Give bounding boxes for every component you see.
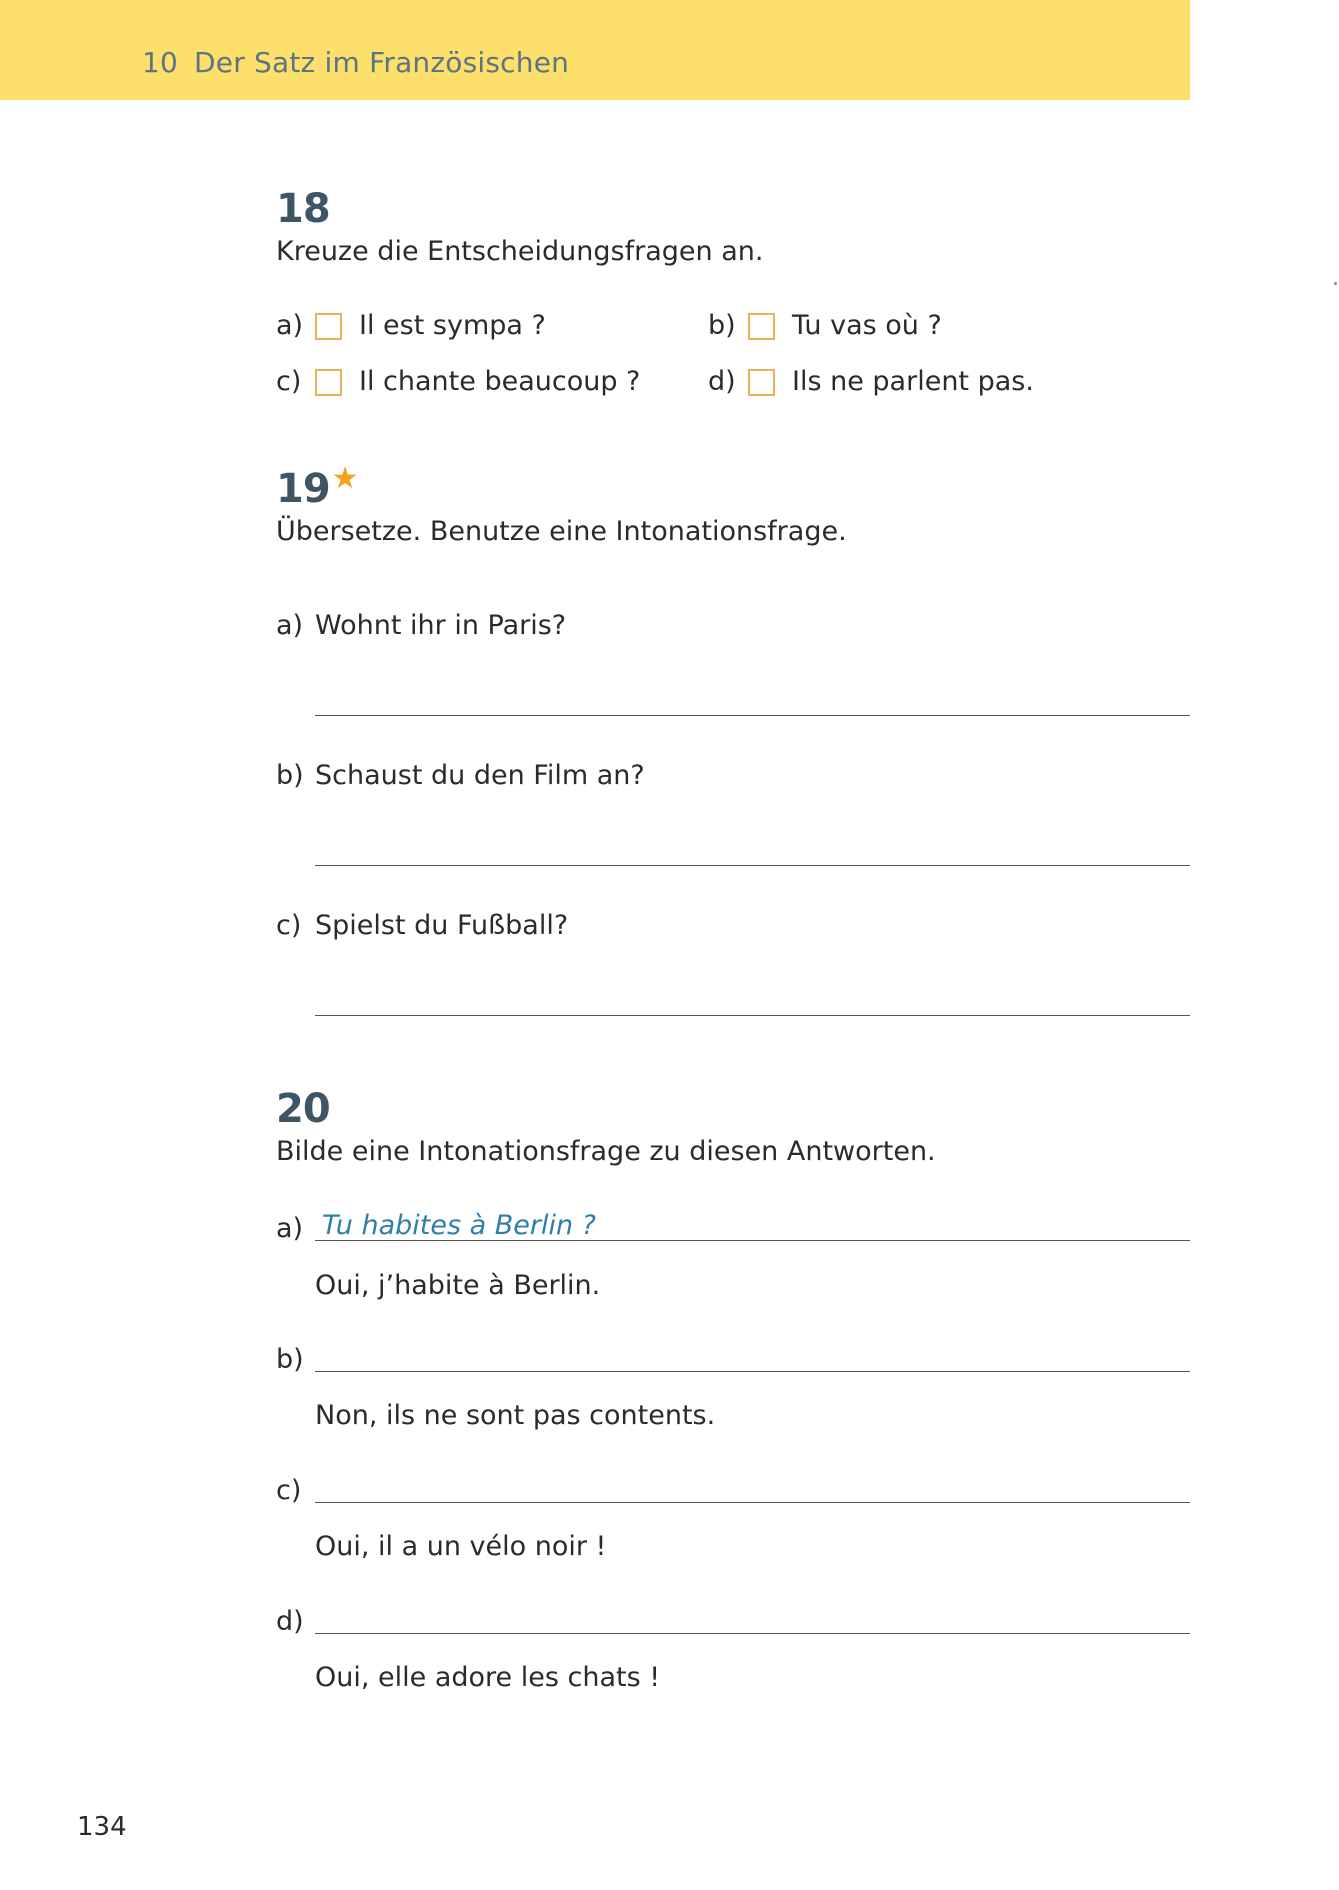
chapter-title: Der Satz im Französischen <box>194 46 570 79</box>
question-text: Wohnt ihr in Paris? <box>315 610 567 641</box>
option-b <box>708 310 748 341</box>
item-a-label: a) <box>276 1213 304 1244</box>
question-label: b) <box>276 760 304 791</box>
option-d <box>708 366 748 397</box>
chapter-header-band <box>0 0 1190 100</box>
question-label: a) <box>276 610 304 641</box>
option-a <box>276 310 316 341</box>
option-label: a) <box>276 310 304 341</box>
option-c-checkbox[interactable] <box>315 369 342 396</box>
page-number: 134 <box>77 1812 127 1842</box>
option-b-checkbox[interactable] <box>748 313 775 340</box>
response-b: Non, ils ne sont pas contents. <box>315 1400 716 1431</box>
exercise-19-instruction: Übersetze. Benutze eine Intonationsfrage. <box>276 516 847 547</box>
answer-line-a[interactable] <box>315 715 1190 716</box>
option-label: b) <box>708 310 736 341</box>
star-icon: ★ <box>331 461 358 496</box>
response-c: Oui, il a un vélo noir ! <box>315 1531 607 1562</box>
exercise-18-instruction: Kreuze die Entscheidungsfragen an. <box>276 236 764 267</box>
edge-mark <box>1334 282 1337 285</box>
exercise-20-instruction: Bilde eine Intonationsfrage zu diesen Antworten. <box>276 1136 936 1167</box>
chapter-number: 10 <box>142 46 179 79</box>
answer-line-b[interactable] <box>315 865 1190 866</box>
option-c-text: Il chante beaucoup ? <box>359 366 641 397</box>
question-a <box>276 610 566 641</box>
item-b-label: b) <box>276 1344 304 1375</box>
question-b <box>276 760 645 791</box>
question-c <box>276 910 568 941</box>
exercise-19-number <box>276 461 358 512</box>
option-d-checkbox[interactable] <box>748 369 775 396</box>
option-label: d) <box>708 366 736 397</box>
answer-line-20a[interactable] <box>315 1240 1190 1241</box>
option-d-text: Ils ne parlent pas. <box>792 366 1034 397</box>
option-b-text: Tu vas où ? <box>792 310 942 341</box>
option-a-checkbox[interactable] <box>315 313 342 340</box>
exercise-18-number: 18 <box>276 186 330 232</box>
chapter-heading <box>142 46 569 79</box>
question-label: c) <box>276 910 302 941</box>
answer-line-20c[interactable] <box>315 1502 1190 1503</box>
exercise-20-number: 20 <box>276 1086 330 1132</box>
exercise-19-number-text: 19 <box>276 466 330 512</box>
option-a-text: Il est sympa ? <box>359 310 546 341</box>
item-c-label: c) <box>276 1475 302 1506</box>
option-label: c) <box>276 366 302 397</box>
answer-line-c[interactable] <box>315 1015 1190 1016</box>
item-d-label: d) <box>276 1606 304 1637</box>
response-a: Oui, j’habite à Berlin. <box>315 1270 601 1301</box>
question-text: Schaust du den Film an? <box>315 760 645 791</box>
question-text: Spielst du Fußball? <box>315 910 569 941</box>
example-answer: Tu habites à Berlin ? <box>322 1210 597 1241</box>
response-d: Oui, elle adore les chats ! <box>315 1662 661 1693</box>
answer-line-20b[interactable] <box>315 1371 1190 1372</box>
option-c <box>276 366 316 397</box>
answer-line-20d[interactable] <box>315 1633 1190 1634</box>
